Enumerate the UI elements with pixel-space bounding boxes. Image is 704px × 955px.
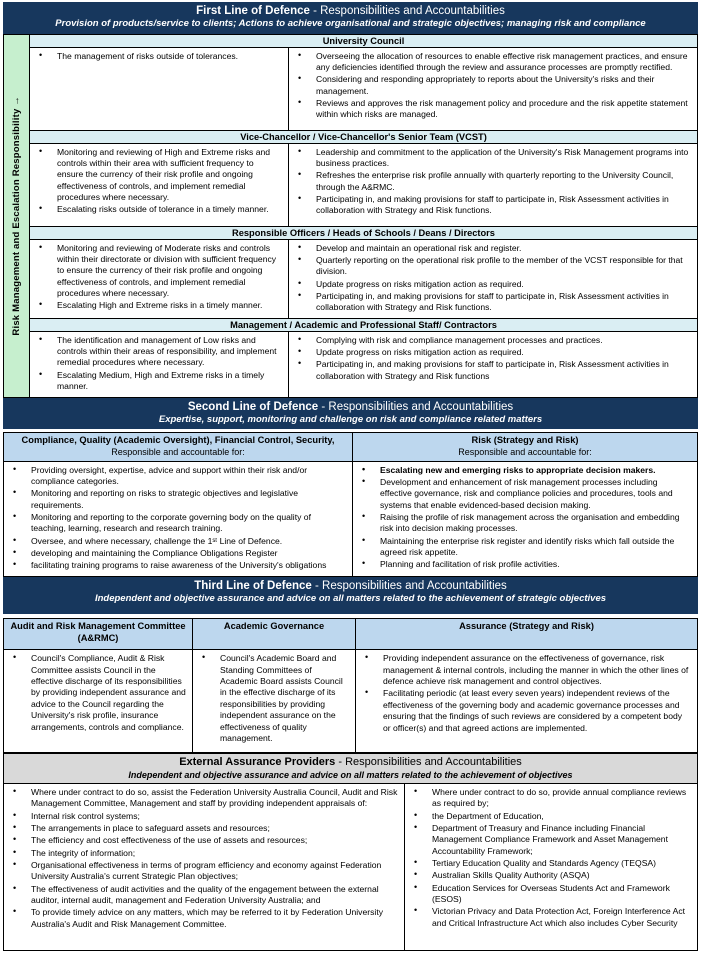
second-line-title — [7, 400, 694, 414]
bullet-list — [4, 786, 404, 932]
bullet-item: • Providing oversight, expertise, advice and support within their risk and/or compliance categories. — [4, 465, 346, 488]
bullet-item: • Escalating new and emerging risks to appropriate decision makers. — [353, 465, 691, 476]
bullet-item: • Council's Academic Board and Standing Committees of Academic Board assists Council in the effective discharge of its responsibilities by providing independent assurance on the effectiveness of quality management. — [193, 653, 349, 744]
bullet-item: • Tertiary Education Quality and Standards Agency (TEQSA) — [405, 858, 691, 869]
bullet-item: • Maintaining the enterprise risk register and identify risks which fall outside the agreed risk appetite. — [353, 536, 691, 559]
first-line-table — [3, 34, 698, 398]
academic-governance-column — [193, 619, 356, 752]
bullet-item: • facilitating training programs to raise awareness of the University's obligations — [4, 560, 346, 571]
bullet-item: • Oversee, and where necessary, challenge the 1ˢᵗ Line of Defence. — [4, 536, 346, 547]
bullet-item: • Update progress on risks mitigation action as required. — [289, 279, 691, 290]
assurance-column-header: Assurance (Strategy and Risk) — [356, 619, 697, 650]
bullet-item: • Providing independent assurance on the effectiveness of governance, risk management & internal controls, including the manner in which the other lines of defence achieve risk management and control objectives. — [356, 653, 691, 687]
section-right-column — [289, 332, 697, 397]
bullet-list — [30, 146, 288, 218]
bullet-item: • developing and maintaining the Compliance Obligations Register — [4, 548, 346, 559]
section-body — [30, 144, 697, 227]
third-line-band — [3, 577, 698, 615]
bullet-list — [289, 146, 697, 219]
section-university-council — [30, 35, 697, 131]
bullet-item: • Where under contract to do so, provide annual compliance reviews as required by; — [405, 787, 691, 810]
section-left-column — [30, 48, 289, 130]
bullet-list — [289, 242, 697, 316]
bullet-item: • Organisational effectiveness in terms of program efficiency and economy against Federation University Australia's current Strategic Plan objectives; — [4, 860, 398, 883]
bullet-list — [405, 786, 697, 931]
section-management-staff — [30, 319, 697, 397]
bullet-item: • Monitoring and reviewing of High and Extreme risks and controls within their area with sufficient frequency to ensure the currency of their risk profile and ongoing effectiveness of controls, and implement remedial procedures where necessary. — [30, 147, 282, 204]
external-title-rest: - Responsibilities and Accountabilities — [335, 756, 522, 769]
section-header: Responsible Officers / Heads of Schools / Deans / Directors — [30, 227, 697, 240]
first-line-title-bold: First Line of Defence — [196, 5, 310, 17]
bullet-item: • Australian Skills Quality Authority (ASQA) — [405, 870, 691, 881]
second-line-title-bold: Second Line of Defence — [187, 400, 319, 413]
bullet-list — [30, 242, 288, 314]
external-right-column — [405, 784, 697, 950]
external-assurance-table — [3, 783, 698, 951]
second-line-subtitle: Expertise, support, monitoring and challenge on risk and compliance related matters — [158, 413, 543, 425]
bullet-list — [4, 652, 192, 734]
first-line-band — [3, 2, 698, 34]
column-header-line2: Responsible and accountable for: — [458, 446, 592, 457]
armc-column — [4, 619, 193, 752]
section-body — [30, 48, 697, 131]
first-line-title-rest: - Responsibilities and Accountabilities — [309, 5, 505, 17]
bullet-item: • Quarterly reporting on the operational risk profile to the member of the VCST responsible for that division. — [289, 255, 691, 278]
bullet-list — [353, 464, 697, 573]
section-body — [30, 240, 697, 319]
bullet-item: • Council's Compliance, Audit & Risk Committee assists Council in the effective discharge of its responsibilities by providing independent assurance and advice to the Council regarding the University's risk profile, insurance arrangements, controls and compliance. — [4, 653, 186, 732]
bullet-list — [4, 464, 352, 574]
second-line-band — [3, 398, 698, 430]
bullet-item: • Escalating High and Extreme risks in a timely manner. — [30, 300, 282, 311]
bullet-item: • Complying with risk and compliance management processes and practices. — [289, 335, 691, 346]
bullet-item: • The arrangements in place to safeguard assets and resources; — [4, 823, 398, 834]
third-line-subtitle: Independent and objective assurance and advice on all matters related to the achievement of strategic objectives — [94, 593, 607, 605]
bullet-item: • Update progress on risks mitigation action as required. — [289, 347, 691, 358]
bullet-item: • Department of Treasury and Finance including Financial Management Compliance Framework and Asset Management Accountability Framework; — [405, 823, 691, 857]
bullet-list — [289, 50, 697, 123]
section-right-column — [289, 240, 697, 318]
column-header-line1: Compliance, Quality (Academic Oversight), Financial Control, Security, — [21, 435, 335, 446]
academic-governance-column-header: Academic Governance — [193, 619, 355, 650]
external-subtitle: Independent and objective assurance and advice on all matters related to the achievement of objectives — [128, 769, 573, 780]
bullet-item: • The integrity of information; — [4, 848, 398, 859]
section-right-column — [289, 48, 697, 130]
section-header: Management / Academic and Professional Staff/ Contractors — [30, 319, 697, 332]
armc-column-header: Audit and Risk Management Committee (A&RMC) — [4, 619, 192, 650]
third-line-title-rest: - Responsibilities and Accountabilities — [311, 579, 507, 592]
third-line-title-bold: Third Line of Defence — [194, 579, 312, 592]
external-assurance-band — [3, 753, 698, 782]
bullet-list — [30, 50, 288, 64]
bullet-item: • Education Services for Overseas Students Act and Framework (ESOS) — [405, 883, 691, 906]
external-title-bold: External Assurance Providers — [179, 756, 336, 769]
bullet-item: • Escalating Medium, High and Extreme risks in a timely manner. — [30, 370, 282, 393]
bullet-item: • Victorian Privacy and Data Protection Act, Foreign Interference Act and Critical Infrastructure Act which also includes Cyber Security — [405, 906, 691, 929]
bullet-item: • the Department of Education, — [405, 811, 691, 822]
bullet-item: • Develop and maintain an operational risk and register. — [289, 243, 691, 254]
section-left-column — [30, 332, 289, 397]
bullet-item: • The effectiveness of audit activities and the quality of the engagement between the external auditor, internal audit, management and Federation University Australia; and — [4, 884, 398, 907]
second-line-table — [3, 432, 698, 577]
bullet-item: • Participating in, and making provisions for staff to participate in, Risk Assessment activities in collaboration with Strategy and Risk functions. — [289, 291, 691, 314]
section-left-column — [30, 144, 289, 226]
column-header-line1: Risk (Strategy and Risk) — [471, 435, 579, 446]
first-line-title — [7, 4, 694, 18]
external-title — [8, 756, 693, 769]
section-header: Vice-Chancellor / Vice-Chancellor's Senior Team (VCST) — [30, 131, 697, 144]
second-line-title-rest: - Responsibilities and Accountabilities — [318, 400, 514, 413]
bullet-list — [193, 652, 355, 746]
risk-column-header — [353, 433, 697, 461]
bullet-item: • To provide timely advice on any matters, which may be referred to it by Federation University Australia's Audit and Risk Management Committee. — [4, 907, 398, 930]
first-line-sections — [30, 35, 697, 397]
bullet-item: • Planning and facilitation of risk profile activities. — [353, 559, 691, 570]
bullet-item: • Monitoring and reporting on risks to strategic objectives and legislative requirements. — [4, 488, 346, 511]
bullet-item: • Raising the profile of risk management across the organisation and embedding risk into decision making processes. — [353, 512, 691, 535]
document-body — [3, 2, 698, 951]
bullet-item: • Where under contract to do so, assist the Federation University Australia Council, Audit and Risk Management Committee, Management and staff by providing independent appraisals of: — [4, 787, 398, 810]
first-line-subtitle: Provision of products/service to clients; Actions to achieve organisational and strategic objectives; managing risk and compliance — [55, 18, 646, 30]
compliance-column — [4, 433, 353, 576]
bullet-item: • The management of risks outside of tolerances. — [30, 51, 282, 62]
bullet-item: • Monitoring and reporting to the corporate governing body on the quality of teaching, learning, research and research training. — [4, 512, 346, 535]
bullet-list — [356, 652, 697, 735]
bullet-list — [30, 334, 288, 395]
bullet-item: • Refreshes the enterprise risk profile annually with quarterly reporting to the University Council, through the A&RMC. — [289, 170, 691, 193]
section-left-column — [30, 240, 289, 318]
third-line-title — [7, 579, 694, 593]
column-header-line2: Responsible and accountable for: — [111, 446, 245, 457]
bullet-item: • Participating in, and making provisions for staff to participate in, Risk Assessment activities in collaboration with Strategy and Risk functions. — [289, 194, 691, 217]
escalation-sidebar — [4, 35, 30, 397]
section-header: University Council — [30, 35, 697, 48]
section-responsible-officers — [30, 227, 697, 319]
section-right-column — [289, 144, 697, 226]
bullet-item: • Monitoring and reviewing of Moderate risks and controls within their directorate or division with sufficient frequency to ensure the currency of their risk profile and ongoing effectiveness of controls, and implement remedial procedures where necessary. — [30, 243, 282, 300]
bullet-item: • Leadership and commitment to the application of the University's Risk Management programs into business practices. — [289, 147, 691, 170]
bullet-item: • Reviews and approves the risk management policy and procedure and the risk appetite statement within which risks are managed. — [289, 98, 691, 121]
external-left-column — [4, 784, 405, 950]
risk-column — [353, 433, 697, 576]
bullet-list — [289, 334, 697, 384]
bullet-item: • The efficiency and cost effectiveness of the use of assets and resources; — [4, 835, 398, 846]
escalation-sidebar-label: Risk Management and Escalation Responsibility → — [11, 95, 22, 336]
bullet-item: • Escalating risks outside of tolerance in a timely manner. — [30, 204, 282, 215]
section-vcst — [30, 131, 697, 227]
bullet-item: • Facilitating periodic (at least every seven years) independent reviews of the effectiveness of the governing body and academic governance processes and ensuring that the findings of such reviews are considered by a competent body or officer(s) and that agreed actions are implemented. — [356, 688, 691, 733]
compliance-column-header — [4, 433, 352, 461]
bullet-item: • Internal risk control systems; — [4, 811, 398, 822]
bullet-item: • Participating in, and making provisions for staff to participate in, Risk Assessment activities in collaboration with Strategy and Risk functions — [289, 359, 691, 382]
third-line-table — [3, 618, 698, 753]
section-body — [30, 332, 697, 397]
bullet-item: • Considering and responding appropriately to reports about the University's risks and their management. — [289, 74, 691, 97]
bullet-item: • Overseeing the allocation of resources to enable effective risk management practices, and ensure any deficiencies identified through the review and assurance processes are promptly rectified. — [289, 51, 691, 74]
assurance-column — [356, 619, 697, 752]
bullet-item: • The identification and management of Low risks and controls within their areas of responsibility, and implement remedial procedures where necessary. — [30, 335, 282, 369]
bullet-item: • Development and enhancement of risk management processes including effective governance, risk and compliance policies and procedures, tools and systems that enable evidenced-based decision making. — [353, 477, 691, 511]
